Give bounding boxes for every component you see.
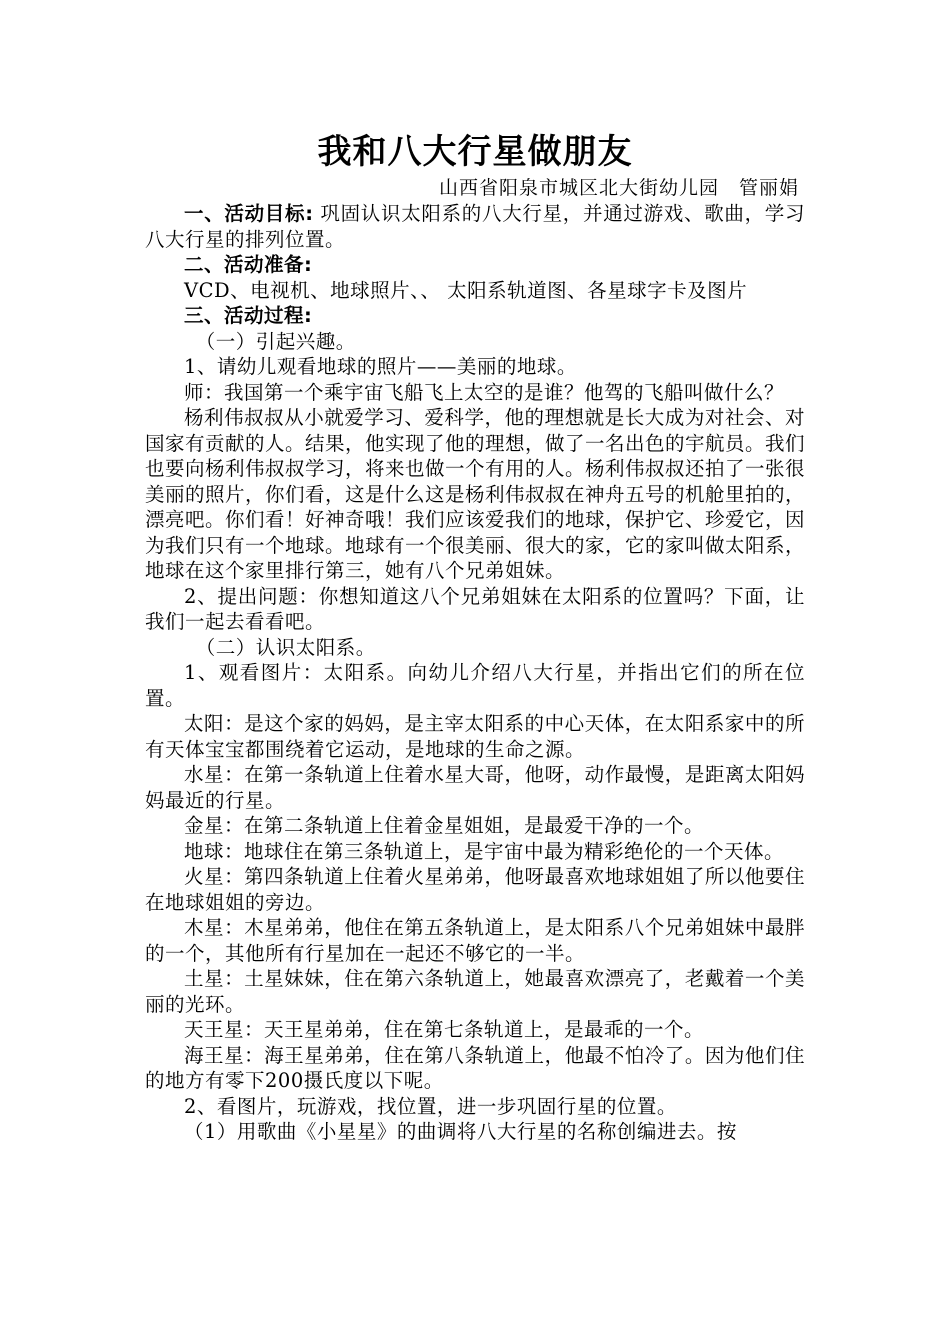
goal-paragraph (145, 201, 805, 252)
goal-heading: 一、活动目标: (184, 202, 314, 225)
paragraph-2: 师：我国第一个乘宇宙飞船飞上太空的是谁？他驾的飞船叫做什么？ (184, 380, 785, 404)
author-line: 山西省阳泉市城区北大街幼儿园 管丽娟 (438, 177, 799, 199)
prep-heading: 二、活动准备: (184, 253, 313, 276)
paragraph-neptune: 海王星：海王星弟弟，住在第八条轨道上，他最不怕冷了。因为他们住的地方有零下200摄氏度以下呢。 (145, 1043, 805, 1092)
goal-text: 巩固认识太阳系的八大行星，并通过游戏、歌曲，学习八大行星的排列位置。 (145, 202, 805, 251)
paragraph-sun: 太阳：是这个家的妈妈，是主宰太阳系的中心天体，在太阳系家中的所有天体宝宝都围绕着它运动，是地球的生命之源。 (145, 712, 805, 761)
paragraph-jupiter: 木星：木星弟弟，他住在第五条轨道上，是太阳系八个兄弟姐妹中最胖的一个，其他所有行星加在一起还不够它的一半。 (145, 916, 805, 965)
paragraph-earth: 地球：地球住在第三条轨道上，是宇宙中最为精彩绝伦的一个天体。 (184, 839, 785, 863)
paragraph-15: 2、看图片，玩游戏，找位置，进一步巩固行星的位置。 (184, 1094, 677, 1118)
paragraph-4: 2、提出问题：你想知道这八个兄弟姐妹在太阳系的位置吗？下面，让我们一起去看看吧。 (145, 584, 805, 633)
process-heading: 三、活动过程: (184, 304, 313, 327)
prep-text: VCD、电视机、地球照片、、 太阳系轨道图、各星球字卡及图片 (184, 278, 748, 302)
paragraph-mars: 火星：第四条轨道上住着火星弟弟，他呀最喜欢地球姐姐了所以他要住在地球姐姐的旁边。 (145, 865, 805, 914)
paragraph-uranus: 天王星：天王星弟弟，住在第七条轨道上，是最乖的一个。 (184, 1018, 705, 1041)
paragraph-3: 杨利伟叔叔从小就爱学习、爱科学，他的理想就是长大成为对社会、对国家有贡献的人。结果，他实现了他的理想，做了一名出色的宇航员。我们也要向杨利伟叔叔学习，将来也做一个有用的人。杨利伟叔叔还拍了一张很美丽的照片，你们看，这是什么这是杨利伟叔叔在神舟五号的机舱里拍的，漂亮吧。你们看！好神奇哦！我们应该爱我们的地球，保护它、珍爱它，因为我们只有一个地球。地球有一个很美丽、很大的家，它的家叫做太阳系，地球在这个家里排行第三，她有八个兄弟姐妹。 (145, 406, 806, 582)
paragraph-1: 1、请幼儿观看地球的照片——美丽的地球。 (184, 355, 577, 378)
page-title: 我和八大行星做朋友 (317, 132, 633, 172)
section-heading-1: （一）引起兴趣。 (195, 329, 356, 353)
paragraph-5: 1、观看图片：太阳系。向幼儿介绍八大行星，并指出它们的所在位置。 (145, 661, 805, 710)
paragraph-saturn: 土星：土星妹妹，住在第六条轨道上，她最喜欢漂亮了，老戴着一个美丽的光环。 (145, 967, 805, 1016)
paragraph-venus: 金星：在第二条轨道上住着金星姐姐，是最爱干净的一个。 (184, 814, 705, 837)
paragraph-16: （1）用歌曲《小星星》的曲调将八大行星的名称创编进去。按 (184, 1120, 737, 1143)
document-body (145, 130, 805, 1145)
paragraph-mercury: 水星：在第一条轨道上住着水星大哥，他呀，动作最慢，是距离太阳妈妈最近的行星。 (145, 763, 805, 812)
section-heading-2: （二）认识太阳系。 (195, 635, 376, 659)
